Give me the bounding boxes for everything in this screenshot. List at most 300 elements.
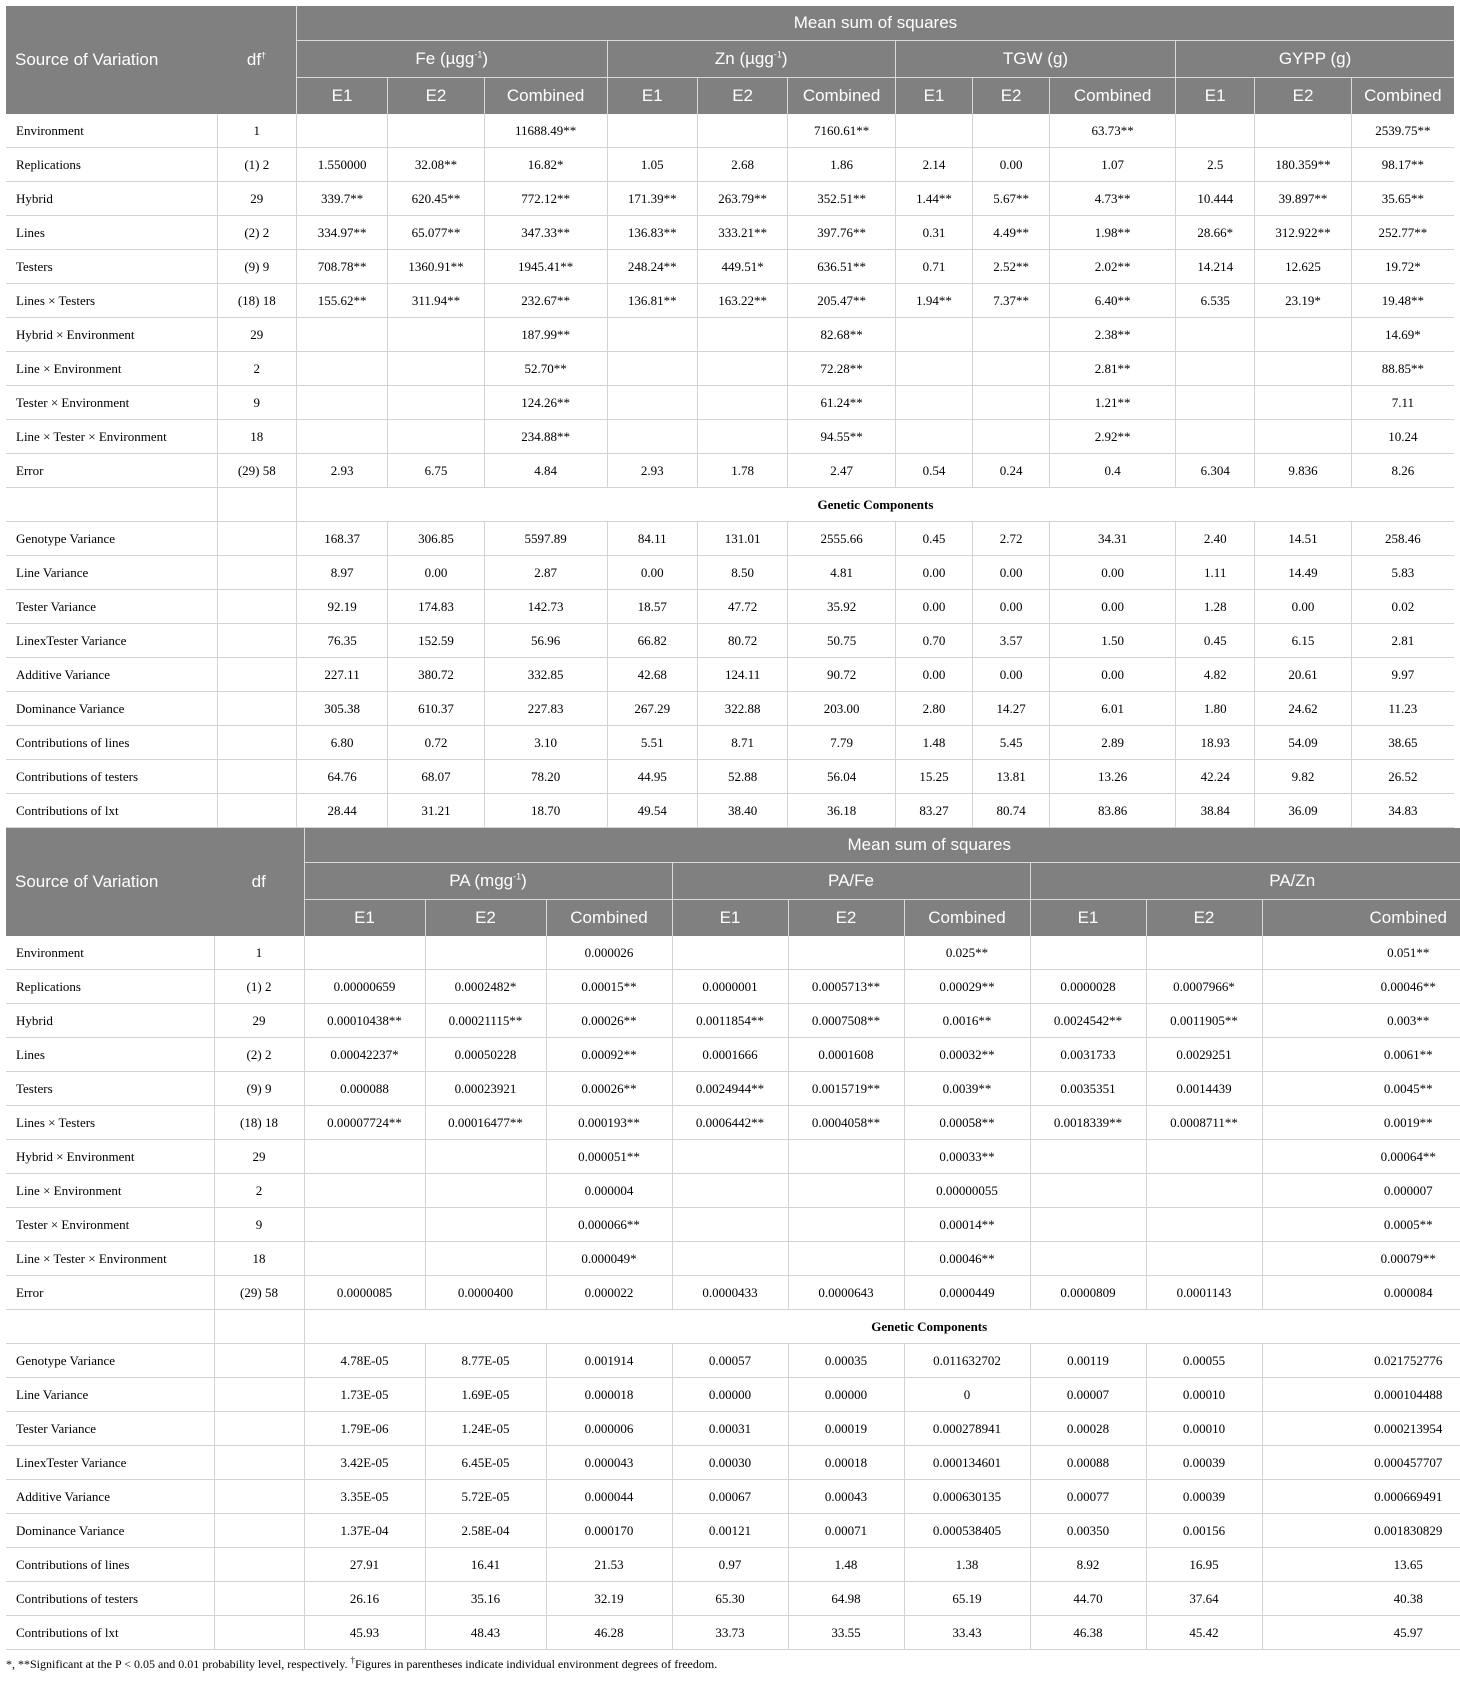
table-cell: 0 — [904, 1378, 1030, 1412]
table-cell: 0.0029251 — [1146, 1038, 1262, 1072]
table-cell: 0.00023921 — [425, 1072, 546, 1106]
table-cell: 1360.91** — [388, 250, 484, 284]
row-df: (9) 9 — [217, 250, 296, 284]
table-cell: 2.40 — [1176, 522, 1255, 556]
table-row — [6, 454, 1454, 488]
table-cell: 4.49** — [973, 216, 1050, 250]
table-cell: 8.50 — [697, 556, 787, 590]
header-group-1 — [672, 863, 1030, 900]
table-cell: 15.25 — [895, 760, 972, 794]
table-cell: 0.00015** — [546, 970, 672, 1004]
table-cell: 50.75 — [788, 624, 896, 658]
table-cell — [296, 420, 387, 454]
table-cell: 80.74 — [973, 794, 1050, 828]
table-cell: 1.78 — [697, 454, 787, 488]
table-cell: 8.92 — [1030, 1548, 1146, 1582]
table-cell: 1.73E-05 — [304, 1378, 425, 1412]
table-cell: 52.70** — [484, 352, 607, 386]
table-cell: 0.00 — [1050, 556, 1176, 590]
table-cell: 31.21 — [388, 794, 484, 828]
table-cell: 0.00000 — [672, 1378, 788, 1412]
row-label: Dominance Variance — [6, 1514, 214, 1548]
table-cell: 397.76** — [788, 216, 896, 250]
row-df: 9 — [217, 386, 296, 420]
empty-cell — [6, 488, 217, 522]
table-cell: 124.26** — [484, 386, 607, 420]
table-cell: 0.0061** — [1262, 1038, 1460, 1072]
row-df — [214, 1548, 304, 1582]
header-group-unit-exponent: -1 — [474, 49, 483, 60]
table-cell — [697, 318, 787, 352]
row-df — [214, 1412, 304, 1446]
table-row — [6, 590, 1454, 624]
table-cell — [1176, 114, 1255, 148]
table-cell: 0.0007966* — [1146, 970, 1262, 1004]
table-cell: 9.836 — [1255, 454, 1351, 488]
table-cell: 0.00029** — [904, 970, 1030, 1004]
table-cell: 0.0005713** — [788, 970, 904, 1004]
table-cell: 64.98 — [788, 1582, 904, 1616]
table-cell: 35.16 — [425, 1582, 546, 1616]
header-group-2 — [895, 41, 1175, 78]
table-row — [6, 386, 1454, 420]
row-df: (9) 9 — [214, 1072, 304, 1106]
table-cell — [788, 1174, 904, 1208]
table-cell: 0.000084 — [1262, 1276, 1460, 1310]
table-cell: 0.021752776 — [1262, 1344, 1460, 1378]
table-cell: 0.0000028 — [1030, 970, 1146, 1004]
row-df: 1 — [214, 936, 304, 970]
table-cell: 92.19 — [296, 590, 387, 624]
table-cell: 83.27 — [895, 794, 972, 828]
table-cell: 35.65** — [1351, 182, 1454, 216]
table-cell: 2.92** — [1050, 420, 1176, 454]
row-label: Line × Tester × Environment — [6, 420, 217, 454]
table-cell: 65.077** — [388, 216, 484, 250]
table-cell: 312.922** — [1255, 216, 1351, 250]
table-cell: 28.44 — [296, 794, 387, 828]
table-cell: 7.79 — [788, 726, 896, 760]
header-group-tail: ) — [781, 49, 788, 68]
header-df: df — [214, 828, 304, 936]
table-row — [6, 182, 1454, 216]
row-label: Testers — [6, 1072, 214, 1106]
table-cell: 1.37E-04 — [304, 1514, 425, 1548]
table-cell: 0.001830829 — [1262, 1514, 1460, 1548]
table-cell: 1.44** — [895, 182, 972, 216]
table-cell: 76.35 — [296, 624, 387, 658]
table-cell: 0.000043 — [546, 1446, 672, 1480]
table-cell: 0.00067 — [672, 1480, 788, 1514]
table-row — [6, 216, 1454, 250]
table-row — [6, 794, 1454, 828]
row-label: Contributions of testers — [6, 760, 217, 794]
row-label: LinexTester Variance — [6, 1446, 214, 1480]
row-df — [214, 1514, 304, 1548]
table-row — [6, 420, 1454, 454]
table-cell: 0.00079** — [1262, 1242, 1460, 1276]
row-label: Genotype Variance — [6, 1344, 214, 1378]
table-row — [6, 1038, 1460, 1072]
table-cell — [672, 1140, 788, 1174]
table-row — [6, 1242, 1460, 1276]
footnote — [6, 1655, 717, 1672]
header-mean-sum-of-squares: Mean sum of squares — [304, 828, 1460, 863]
table-cell: 0.00 — [1050, 590, 1176, 624]
table-cell: 0.0004058** — [788, 1106, 904, 1140]
table-cell — [425, 1174, 546, 1208]
table-row — [6, 318, 1454, 352]
table-cell: 311.94** — [388, 284, 484, 318]
table-cell: 6.535 — [1176, 284, 1255, 318]
table-row — [6, 1004, 1460, 1038]
table-cell: 0.000088 — [304, 1072, 425, 1106]
table-cell: 0.00092** — [546, 1038, 672, 1072]
row-df — [217, 658, 296, 692]
table-cell: 0.00050228 — [425, 1038, 546, 1072]
table-cell: 205.47** — [788, 284, 896, 318]
table-cell: 131.01 — [697, 522, 787, 556]
table-cell: 52.88 — [697, 760, 787, 794]
genetic-components-row — [6, 488, 1454, 522]
table-cell: 6.40** — [1050, 284, 1176, 318]
table-cell: 0.00088 — [1030, 1446, 1146, 1480]
table-cell: 28.66* — [1176, 216, 1255, 250]
header-mean-sum-of-squares: Mean sum of squares — [296, 6, 1454, 41]
table-cell: 18.57 — [607, 590, 697, 624]
table-row — [6, 250, 1454, 284]
table-cell: 40.38 — [1262, 1582, 1460, 1616]
table-cell: 3.57 — [973, 624, 1050, 658]
table-cell: 0.54 — [895, 454, 972, 488]
row-df: (18) 18 — [214, 1106, 304, 1140]
table-cell — [1030, 1140, 1146, 1174]
row-df: 18 — [214, 1242, 304, 1276]
row-label: Additive Variance — [6, 658, 217, 692]
table-cell: 352.51** — [788, 182, 896, 216]
table-cell: 0.72 — [388, 726, 484, 760]
table-cell: 34.83 — [1351, 794, 1454, 828]
table-cell: 0.000007 — [1262, 1174, 1460, 1208]
table-cell — [1030, 1242, 1146, 1276]
table-cell: 0.00350 — [1030, 1514, 1146, 1548]
table-cell: 232.67** — [484, 284, 607, 318]
table-cell: 2.87 — [484, 556, 607, 590]
header-sub-column: E2 — [697, 78, 787, 115]
table-cell: 0.00043 — [788, 1480, 904, 1514]
header-sub-column: Combined — [546, 900, 672, 937]
table-cell: 10.24 — [1351, 420, 1454, 454]
table-cell: 44.70 — [1030, 1582, 1146, 1616]
table-cell — [296, 114, 387, 148]
row-label: Line × Tester × Environment — [6, 1242, 214, 1276]
table-cell: 45.97 — [1262, 1616, 1460, 1650]
table-cell — [973, 352, 1050, 386]
table-cell: 0.00033** — [904, 1140, 1030, 1174]
header-sub-column: E1 — [607, 78, 697, 115]
table-cell: 1.98** — [1050, 216, 1176, 250]
table-cell — [304, 1208, 425, 1242]
table-cell: 0.97 — [672, 1548, 788, 1582]
table-cell: 65.19 — [904, 1582, 1030, 1616]
table-cell: 333.21** — [697, 216, 787, 250]
table-cell: 267.29 — [607, 692, 697, 726]
table-cell: 248.24** — [607, 250, 697, 284]
table-cell: 0.00010 — [1146, 1412, 1262, 1446]
table-cell: 0.00057 — [672, 1344, 788, 1378]
table-cell: 0.31 — [895, 216, 972, 250]
row-label: Environment — [6, 936, 214, 970]
table-cell — [1176, 420, 1255, 454]
row-label: Replications — [6, 148, 217, 182]
table-cell: 1.94** — [895, 284, 972, 318]
footnote-dagger: † — [350, 1655, 355, 1665]
table-cell: 11688.49** — [484, 114, 607, 148]
table-cell: 227.11 — [296, 658, 387, 692]
table-cell: 0.00000 — [788, 1378, 904, 1412]
table-cell: 2.38** — [1050, 318, 1176, 352]
header-sub-column: E2 — [425, 900, 546, 937]
table-cell: 0.00 — [973, 658, 1050, 692]
table-cell: 19.48** — [1351, 284, 1454, 318]
table-cell: 33.43 — [904, 1616, 1030, 1650]
table-cell: 26.52 — [1351, 760, 1454, 794]
row-df: (1) 2 — [214, 970, 304, 1004]
table-cell: 5.83 — [1351, 556, 1454, 590]
table-cell — [1146, 1140, 1262, 1174]
table-cell: 0.00030 — [672, 1446, 788, 1480]
table-cell: 174.83 — [388, 590, 484, 624]
table-cell: 78.20 — [484, 760, 607, 794]
header-sub-column: E1 — [1030, 900, 1146, 937]
table-cell: 14.69* — [1351, 318, 1454, 352]
table-cell: 0.0000643 — [788, 1276, 904, 1310]
row-df — [217, 522, 296, 556]
row-df: 18 — [217, 420, 296, 454]
table-cell: 636.51** — [788, 250, 896, 284]
table-cell: 88.85** — [1351, 352, 1454, 386]
row-df — [214, 1378, 304, 1412]
genetic-components-row — [6, 1310, 1460, 1344]
table-cell: 38.40 — [697, 794, 787, 828]
table-cell: 0.00035 — [788, 1344, 904, 1378]
row-label: Line × Environment — [6, 1174, 214, 1208]
row-df: 2 — [214, 1174, 304, 1208]
table-cell: 0.0006442** — [672, 1106, 788, 1140]
table-cell: 6.45E-05 — [425, 1446, 546, 1480]
row-df — [214, 1616, 304, 1650]
table-cell: 0.000022 — [546, 1276, 672, 1310]
table-cell: 449.51* — [697, 250, 787, 284]
table-cell: 0.000457707 — [1262, 1446, 1460, 1480]
table-cell: 32.08** — [388, 148, 484, 182]
row-label: Dominance Variance — [6, 692, 217, 726]
table-cell: 0.70 — [895, 624, 972, 658]
table-cell: 187.99** — [484, 318, 607, 352]
footnote-text-2: Figures in parentheses indicate individual environment degrees of freedom. — [354, 1657, 718, 1671]
table-cell: 16.95 — [1146, 1548, 1262, 1582]
table-cell: 27.91 — [304, 1548, 425, 1582]
table-cell — [607, 352, 697, 386]
table-cell: 1.79E-06 — [304, 1412, 425, 1446]
table-cell: 0.000051** — [546, 1140, 672, 1174]
table-cell — [697, 386, 787, 420]
table-cell: 0.00 — [607, 556, 697, 590]
table-row — [6, 1174, 1460, 1208]
row-label: Environment — [6, 114, 217, 148]
header-group-2 — [1030, 863, 1460, 900]
table-cell: 2.02** — [1050, 250, 1176, 284]
table-cell: 0.00019 — [788, 1412, 904, 1446]
header-group-unit-exponent: -1 — [773, 49, 782, 60]
table-cell: 23.19* — [1255, 284, 1351, 318]
table-cell: 772.12** — [484, 182, 607, 216]
table-cell: 0.00021115** — [425, 1004, 546, 1038]
header-group-3 — [1176, 41, 1454, 78]
table-cell: 16.41 — [425, 1548, 546, 1582]
row-label: Hybrid × Environment — [6, 318, 217, 352]
table-cell: 322.88 — [697, 692, 787, 726]
row-df: 9 — [214, 1208, 304, 1242]
table-cell: 11.23 — [1351, 692, 1454, 726]
table-cell: 0.0016** — [904, 1004, 1030, 1038]
table-cell: 0.0000085 — [304, 1276, 425, 1310]
table-cell: 306.85 — [388, 522, 484, 556]
table-cell: 0.4 — [1050, 454, 1176, 488]
table-cell: 0.45 — [895, 522, 972, 556]
table-cell: 54.09 — [1255, 726, 1351, 760]
table-row — [6, 1616, 1460, 1650]
table-cell: 0.0014439 — [1146, 1072, 1262, 1106]
table-cell: 0.0039** — [904, 1072, 1030, 1106]
table-cell: 44.95 — [607, 760, 697, 794]
table-cell: 620.45** — [388, 182, 484, 216]
table-cell: 0.0018339** — [1030, 1106, 1146, 1140]
table-cell: 0.051** — [1262, 936, 1460, 970]
table-cell: 8.97 — [296, 556, 387, 590]
table-cell: 0.00 — [388, 556, 484, 590]
table-cell: 65.30 — [672, 1582, 788, 1616]
header-sub-column: E2 — [788, 900, 904, 937]
table-cell: 6.01 — [1050, 692, 1176, 726]
table-cell: 0.0031733 — [1030, 1038, 1146, 1072]
table-cell: 0.45 — [1176, 624, 1255, 658]
header-df — [217, 6, 296, 114]
table-cell: 0.0000809 — [1030, 1276, 1146, 1310]
table-cell — [1146, 936, 1262, 970]
table-cell — [1146, 1242, 1262, 1276]
table-cell: 0.0007508** — [788, 1004, 904, 1038]
table-cell: 0.000170 — [546, 1514, 672, 1548]
table-cell: 3.42E-05 — [304, 1446, 425, 1480]
table-cell — [388, 318, 484, 352]
row-df — [217, 760, 296, 794]
table-cell: 38.84 — [1176, 794, 1255, 828]
table-cell: 0.0008711** — [1146, 1106, 1262, 1140]
table-row — [6, 522, 1454, 556]
table-cell: 0.001914 — [546, 1344, 672, 1378]
table-cell: 136.83** — [607, 216, 697, 250]
table-cell: 0.003** — [1262, 1004, 1460, 1038]
table-row — [6, 352, 1454, 386]
table-cell: 6.304 — [1176, 454, 1255, 488]
table-cell: 0.000134601 — [904, 1446, 1030, 1480]
table-cell — [895, 420, 972, 454]
table-row — [6, 726, 1454, 760]
table-cell: 14.49 — [1255, 556, 1351, 590]
header-group-tail: ) — [482, 49, 489, 68]
table-cell: 258.46 — [1351, 522, 1454, 556]
row-df: 29 — [214, 1004, 304, 1038]
table-cell: 0.00 — [973, 148, 1050, 182]
table-cell — [1255, 420, 1351, 454]
table-cell: 1.550000 — [296, 148, 387, 182]
table-cell: 0.00042237* — [304, 1038, 425, 1072]
table-cell: 1.21** — [1050, 386, 1176, 420]
table-cell: 82.68** — [788, 318, 896, 352]
table-cell: 2.68 — [697, 148, 787, 182]
table-cell — [388, 386, 484, 420]
table-cell: 0.0000001 — [672, 970, 788, 1004]
table-cell: 6.80 — [296, 726, 387, 760]
table-cell: 0.000538405 — [904, 1514, 1030, 1548]
table-cell: 0.00031 — [672, 1412, 788, 1446]
table-cell: 0.0001143 — [1146, 1276, 1262, 1310]
table-cell: 0.0000449 — [904, 1276, 1030, 1310]
table-cell: 4.78E-05 — [304, 1344, 425, 1378]
table-cell: 8.77E-05 — [425, 1344, 546, 1378]
table-cell: 0.00010438** — [304, 1004, 425, 1038]
table-row — [6, 970, 1460, 1004]
row-label: Hybrid — [6, 182, 217, 216]
table-row — [6, 1072, 1460, 1106]
table-cell — [973, 114, 1050, 148]
row-df — [217, 556, 296, 590]
table-cell — [425, 1140, 546, 1174]
table-cell — [296, 318, 387, 352]
table-cell: 0.0035351 — [1030, 1072, 1146, 1106]
table-cell: 2539.75** — [1351, 114, 1454, 148]
empty-cell — [6, 1310, 214, 1344]
table-cell: 0.00014** — [904, 1208, 1030, 1242]
table-row — [6, 936, 1460, 970]
table-row — [6, 148, 1454, 182]
table-cell: 0.00018 — [788, 1446, 904, 1480]
row-df — [217, 794, 296, 828]
table-cell: 2.93 — [296, 454, 387, 488]
table-cell: 6.15 — [1255, 624, 1351, 658]
table-cell — [1030, 1174, 1146, 1208]
table-cell: 5597.89 — [484, 522, 607, 556]
table-cell — [895, 386, 972, 420]
table-cell: 33.55 — [788, 1616, 904, 1650]
table-cell: 163.22** — [697, 284, 787, 318]
table-cell: 0.00007724** — [304, 1106, 425, 1140]
table-cell — [895, 352, 972, 386]
table-cell — [1255, 114, 1351, 148]
anova-table-pa — [6, 828, 1460, 1650]
table-cell: 13.81 — [973, 760, 1050, 794]
table-cell — [607, 114, 697, 148]
row-label: Testers — [6, 250, 217, 284]
table-cell: 45.93 — [304, 1616, 425, 1650]
row-label: Contributions of lxt — [6, 1616, 214, 1650]
table-cell: 7.37** — [973, 284, 1050, 318]
table-cell: 0.000044 — [546, 1480, 672, 1514]
row-label: Contributions of lines — [6, 1548, 214, 1582]
table-cell — [607, 318, 697, 352]
table-cell: 2.93 — [607, 454, 697, 488]
